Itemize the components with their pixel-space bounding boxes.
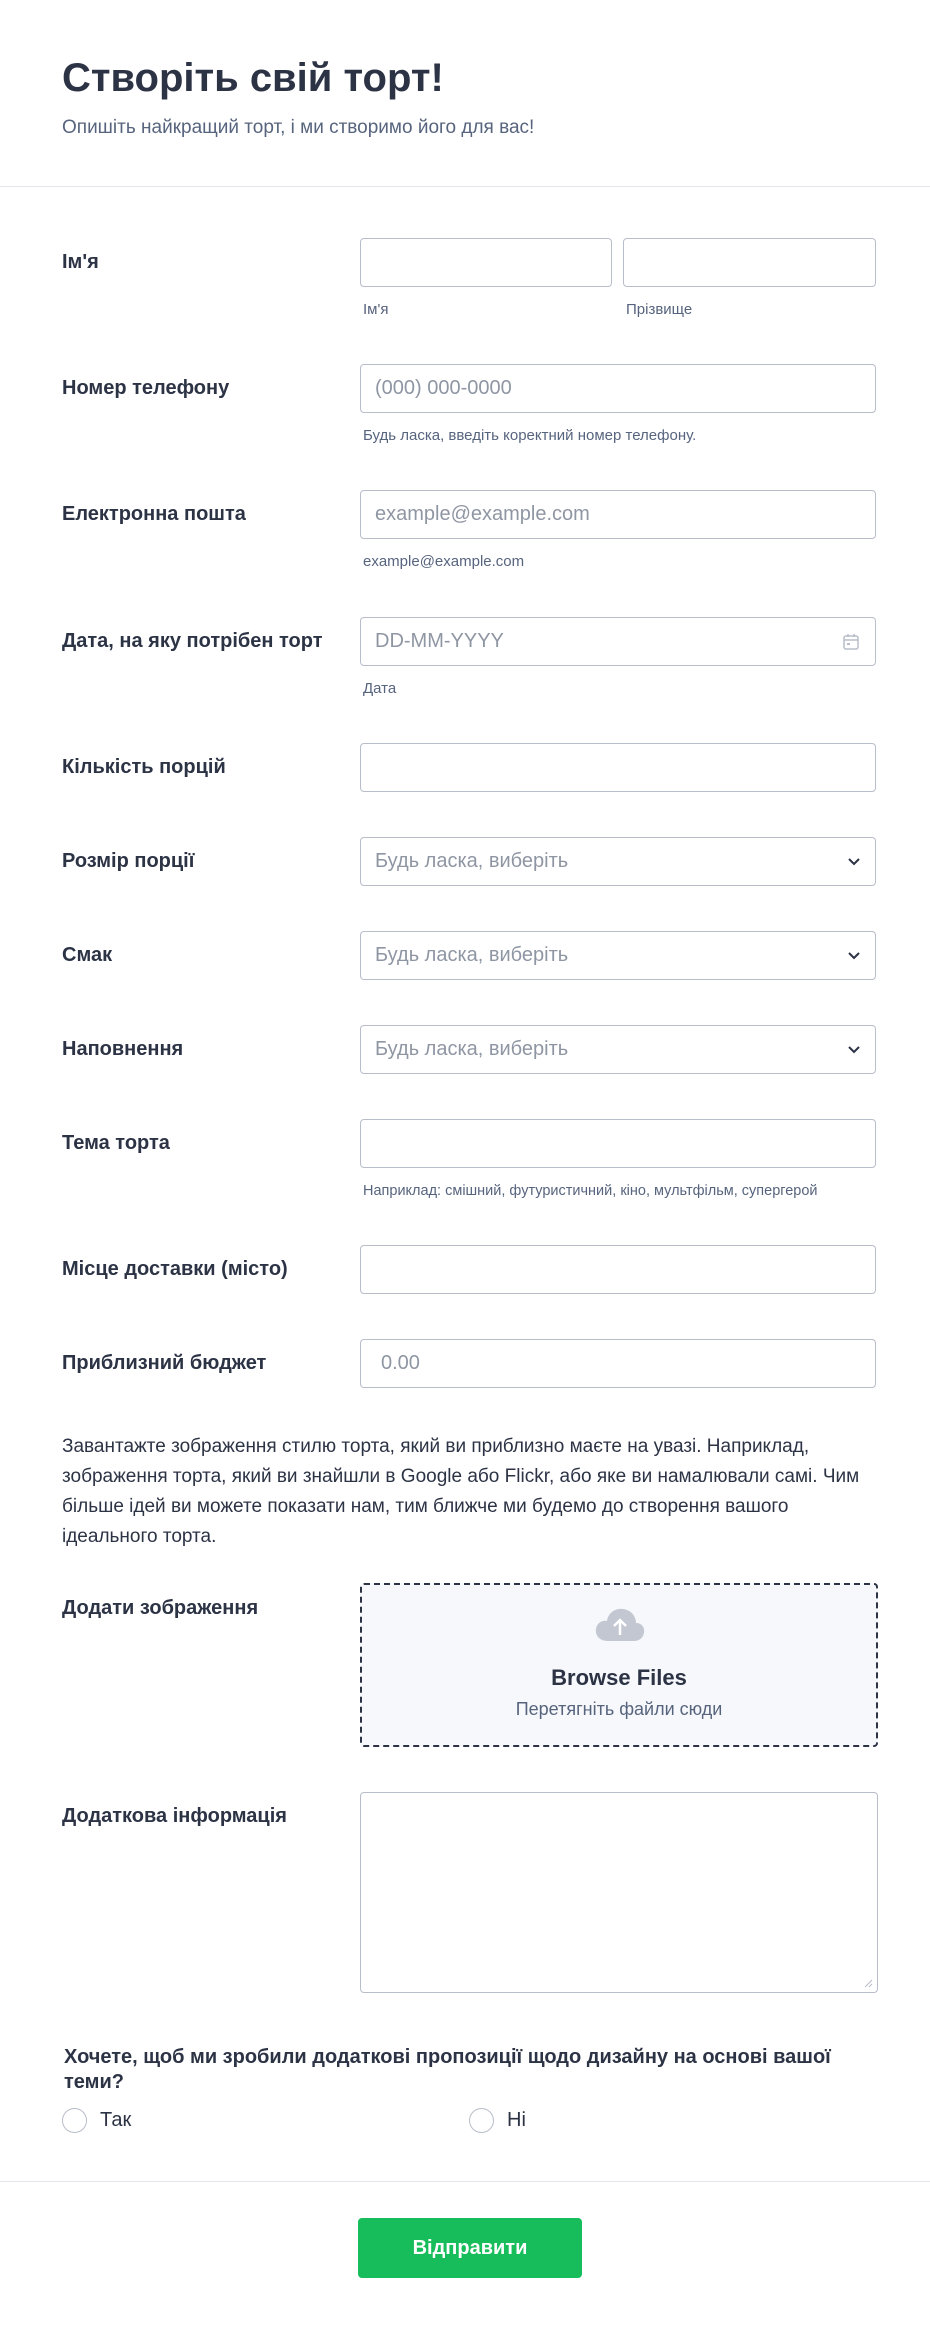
- flavor-select[interactable]: [360, 931, 876, 980]
- date-placeholder: DD-MM-YYYY: [375, 630, 504, 652]
- email-hint: example@example.com: [363, 553, 525, 570]
- radio-option-no[interactable]: [469, 2108, 526, 2133]
- radio-label-no: Ні: [507, 2109, 526, 2131]
- date-label: Дата, на яку потрібен торт: [62, 630, 323, 652]
- radio-label-yes: Так: [100, 2109, 132, 2131]
- filling-label: Наповнення: [62, 1038, 184, 1060]
- email-input[interactable]: example@example.com: [360, 490, 876, 539]
- name-label: Ім'я: [62, 251, 99, 273]
- suggestions-question: Хочете, щоб ми зробили додаткові пропозиції щодо дизайну на основі вашої теми?: [64, 2046, 831, 2093]
- page-title: Створіть свій торт!: [62, 56, 444, 100]
- form-header: [0, 0, 930, 187]
- phone-hint: Будь ласка, введіть коректний номер телефону.: [363, 427, 697, 444]
- last-name-input[interactable]: [623, 238, 876, 287]
- date-input[interactable]: [360, 617, 876, 666]
- servings-label: Кількість порцій: [62, 756, 226, 778]
- budget-label: Приблизний бюджет: [62, 1352, 267, 1374]
- first-name-sublabel: Ім'я: [363, 301, 389, 318]
- theme-input[interactable]: [360, 1119, 876, 1168]
- phone-input[interactable]: (000) 000-0000: [360, 364, 876, 413]
- resize-handle-icon[interactable]: [863, 1978, 873, 1988]
- date-hint: Дата: [363, 680, 397, 697]
- footer-divider: [0, 2181, 930, 2182]
- drag-files-text: Перетягніть файли сюди: [515, 1699, 723, 1719]
- delivery-label: Місце доставки (місто): [62, 1258, 288, 1280]
- radio-circle[interactable]: [469, 2108, 494, 2133]
- chevron-down-icon: [847, 1043, 861, 1057]
- chevron-down-icon: [847, 949, 861, 963]
- flavor-selected: Будь ласка, виберіть: [375, 944, 569, 966]
- radio-circle[interactable]: [62, 2108, 87, 2133]
- first-name-input[interactable]: [360, 238, 612, 287]
- page-subtitle: Опишіть найкращий торт, і ми створимо його для вас!: [62, 117, 535, 138]
- last-name-sublabel: Прізвище: [626, 301, 693, 318]
- extra-info-label: Додаткова інформація: [62, 1805, 287, 1827]
- theme-label: Тема торта: [62, 1132, 170, 1154]
- extra-info-textarea[interactable]: [360, 1792, 878, 1993]
- filling-select[interactable]: [360, 1025, 876, 1074]
- filling-selected: Будь ласка, виберіть: [375, 1038, 569, 1060]
- upload-label: Додати зображення: [62, 1597, 259, 1619]
- theme-hint: Наприклад: смішний, футуристичний, кіно, мультфільм, супергерой: [363, 1183, 818, 1199]
- chevron-down-icon: [847, 855, 861, 869]
- portion-size-selected: Будь ласка, виберіть: [375, 850, 569, 872]
- browse-files-button[interactable]: Browse Files: [551, 1665, 687, 1690]
- portion-size-label: Розмір порції: [62, 850, 195, 872]
- budget-input[interactable]: 0.00: [360, 1339, 876, 1388]
- file-upload-dropzone[interactable]: [360, 1583, 878, 1747]
- upload-description: Завантажте зображення стилю торта, який ви приблизно маєте на увазі. Наприклад, зображення торта, який ви знайшли в Google або Flickr, або яке ви намалювали самі. Чим більше ідей ви можете показати нам, тим ближче ми будемо до створення вашого ідеального торта.: [62, 1436, 860, 1547]
- servings-input[interactable]: [360, 743, 876, 792]
- submit-button[interactable]: Відправити: [358, 2218, 582, 2278]
- cake-order-form: [0, 187, 930, 2327]
- delivery-input[interactable]: [360, 1245, 876, 1294]
- flavor-label: Смак: [62, 944, 113, 966]
- radio-option-yes[interactable]: [62, 2108, 131, 2133]
- portion-size-select[interactable]: [360, 837, 876, 886]
- calendar-icon[interactable]: [841, 632, 861, 652]
- cloud-upload-icon: [594, 1607, 646, 1643]
- phone-label: Номер телефону: [62, 377, 230, 399]
- email-label: Електронна пошта: [62, 503, 246, 525]
